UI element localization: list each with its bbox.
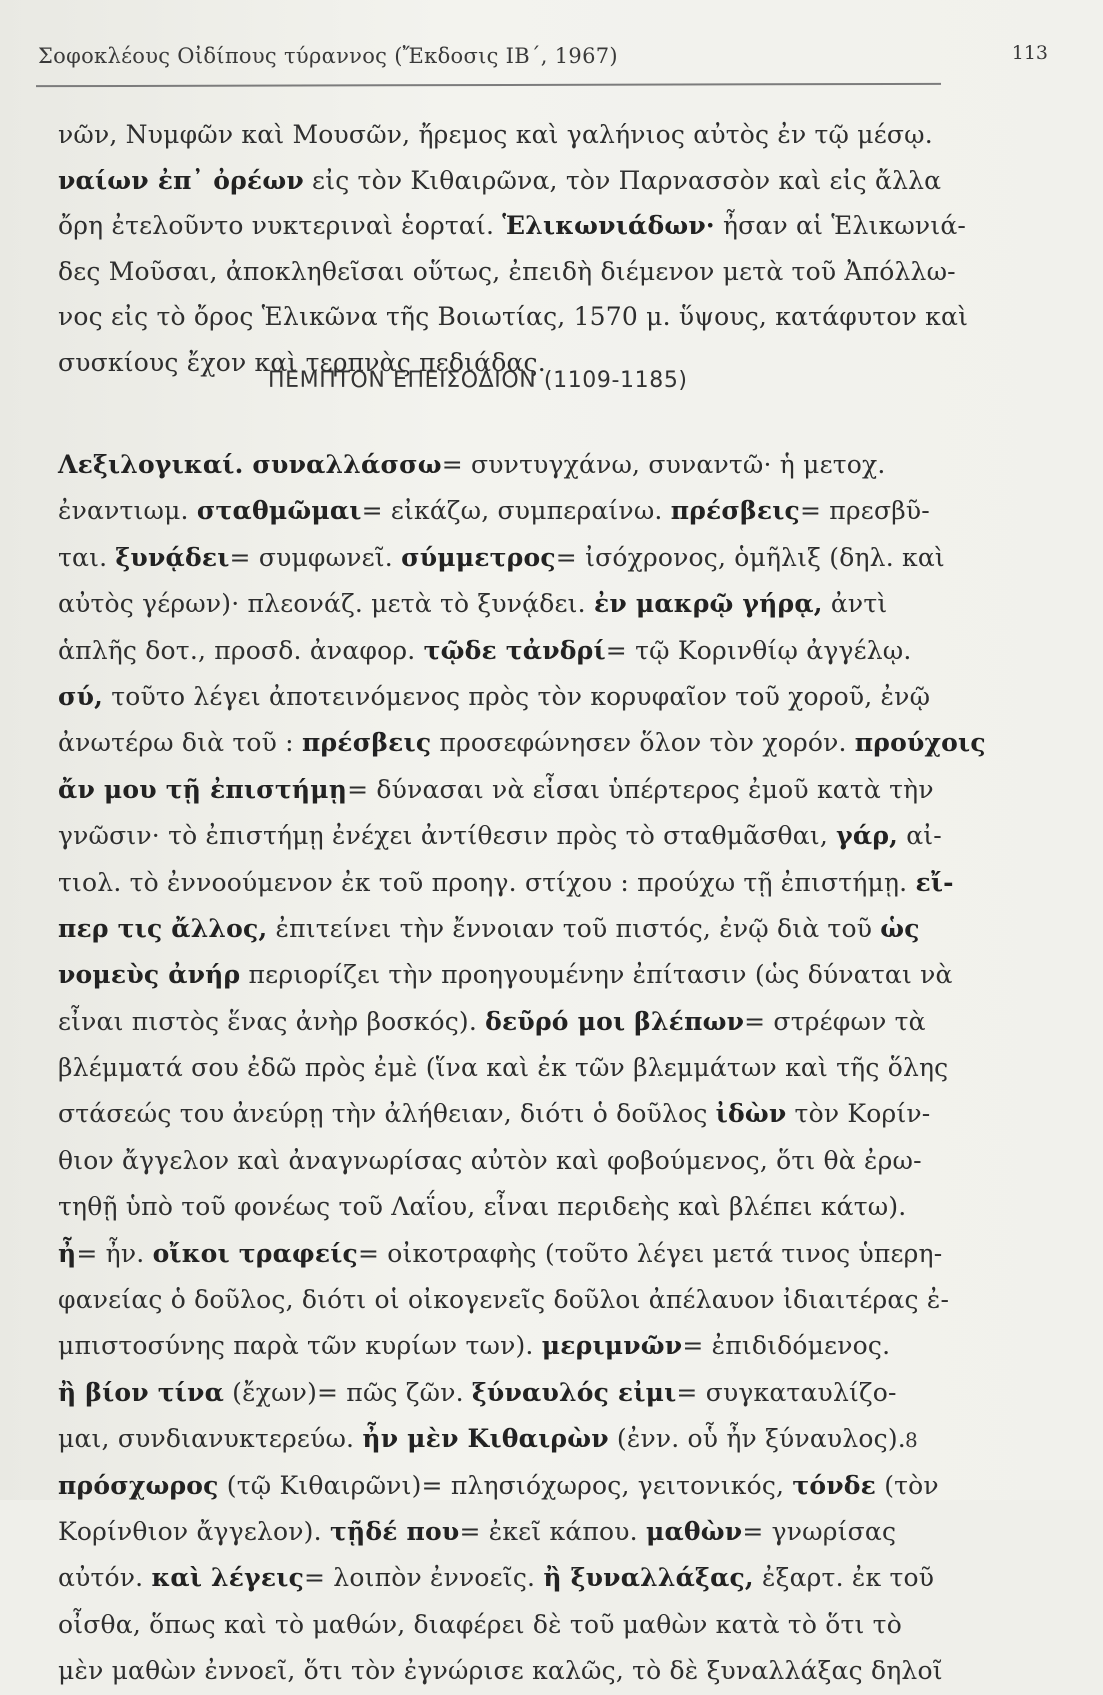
lemma-term: πρέσβεις: [670, 496, 800, 526]
text-line: [58, 1555, 938, 1601]
text-run: ἐπιτείνει τὴν ἔννοιαν τοῦ πιστός, ἐνῷ διὰ τοῦ: [267, 913, 881, 943]
text-run: = οἰκοτραφὴς (τοῦτο λέγει μετά τινος ὑπερη-: [357, 1238, 943, 1268]
text-run: οἶσθα, ὅπως καὶ τὸ μαθών, διαφέρει δὲ τοῦ μαθὼν κατὰ τὸ ὅτι τὸ: [58, 1609, 902, 1639]
text-run: = στρέφων τὰ: [744, 1006, 926, 1036]
text-run: ἁπλῆς δοτ., προσδ. ἀναφορ.: [58, 635, 424, 665]
lemma-term: τῷδε τἀνδρί: [423, 635, 606, 665]
lemma-term: ἢ ξυναλλάξας,: [543, 1563, 754, 1593]
lemma-term: ναίων ἐπ᾽ ὀρέων: [58, 165, 304, 195]
text-line: [58, 952, 953, 998]
intro-paragraph: [58, 112, 969, 385]
text-line: [58, 442, 938, 488]
text-line: [58, 1045, 949, 1091]
lemma-term: πρέσβεις: [301, 728, 432, 758]
text-line: [58, 1416, 938, 1462]
text-run: = γνωρίσας: [742, 1516, 897, 1546]
lemma-term: ἄν μου τῇ ἐπιστήμῃ: [58, 774, 348, 804]
lemma-term: οἴκοι τραφείς: [152, 1238, 358, 1268]
text-run: τὸν Κορίν-: [786, 1099, 931, 1129]
text-run: (τὸν: [876, 1470, 939, 1500]
text-line: [58, 1138, 938, 1184]
text-run: περιορίζει τὴν προηγουμένην ἐπίτασιν (ὡς δύναται νὰ: [240, 960, 953, 990]
lemma-term: τόνδε: [792, 1470, 877, 1500]
text-line: [58, 1509, 938, 1555]
section-heading: ΠΕΜΠΤΟΝ ΕΠΕΙΣΟΔΙΟΝ (1109-1185): [268, 368, 688, 393]
lemma-term: πρόσχωρος: [58, 1470, 219, 1500]
lemma-term: ἰδὼν: [715, 1099, 787, 1129]
text-line: [58, 1323, 938, 1369]
lemma-term: δεῦρό μοι βλέπων: [485, 1006, 745, 1036]
text-run: Κορίνθιον ἄγγελον).: [58, 1516, 330, 1546]
text-run: ἀντὶ: [822, 589, 888, 619]
text-run: = εἰκάζω, συμπεραίνω.: [361, 496, 671, 526]
text-run: προσεφώνησεν ὅλον τὸν χορόν.: [431, 728, 855, 758]
lemma-term: ἢ βίον τίνα: [58, 1377, 225, 1407]
text-line: [58, 112, 938, 158]
text-run: (ἐνν. οὗ ἦν ξύναυλος).: [608, 1424, 906, 1454]
text-line: [58, 813, 942, 859]
text-line: [58, 535, 945, 581]
text-run: ἐναντιωμ.: [58, 496, 197, 526]
text-run: ὄρη ἐτελοῦντο νυκτεριναὶ ἑορταί.: [58, 211, 503, 240]
text-run: στάσεώς του ἀνεύρῃ τὴν ἀλήθειαν, διότι ὁ δοῦλος: [58, 1099, 716, 1129]
text-run: = συμφωνεῖ.: [229, 542, 402, 572]
text-run: (ἔχων)= πῶς ζῶν.: [224, 1377, 472, 1407]
text-run: δες Μοῦσαι, ἀποκληθεῖσαι οὕτως, ἐπειδὴ διέμενον μετὰ τοῦ Ἀπόλλω-: [58, 256, 956, 286]
text-run: βλέμματά σου ἐδῶ πρὸς ἐμὲ (ἵνα καὶ ἐκ τῶν βλεμμάτων καὶ τῆς ὅλης: [58, 1053, 949, 1083]
text-run: = ἰσόχρονος, ὁμῆλιξ (δηλ. καὶ: [555, 542, 945, 572]
lemma-term: ξυνᾴδει: [115, 542, 230, 572]
text-line: [58, 906, 938, 952]
lemma-term: προύχοις: [854, 728, 986, 758]
text-line: [58, 1231, 943, 1277]
text-run: (τῷ Κιθαιρῶνι)= πλησιόχωρος, γειτονικός,: [218, 1470, 793, 1500]
text-run: μπιστοσύνης παρὰ τῶν κυρίων των).: [58, 1331, 542, 1361]
text-line: [58, 203, 967, 249]
text-run: = πρεσβῦ-: [799, 496, 930, 526]
text-run: αἰ-: [898, 821, 942, 851]
lemma-term: καὶ λέγεις: [151, 1563, 304, 1593]
running-title: Σοφοκλέους Οἰδίπους τύραννος (Ἔκδοσις ΙΒ΄, 1967): [38, 44, 618, 68]
printer-signature-mark: 8: [905, 1428, 918, 1452]
text-run: = συγκαταυλίζο-: [676, 1377, 897, 1407]
text-run: τοῦτο λέγει ἀποτεινόμενος πρὸς τὸν κορυφαῖον τοῦ χοροῦ, ἐνῷ: [103, 681, 931, 711]
text-run: = τῷ Κορινθίῳ ἀγγέλῳ.: [605, 635, 912, 665]
lemma-term: ἐν μακρῷ γήρᾳ,: [593, 589, 823, 619]
lemma-term: νομεὺς ἀνήρ: [58, 960, 241, 990]
text-line: [58, 1648, 943, 1694]
text-line: [58, 999, 938, 1045]
text-line: [58, 1277, 950, 1323]
text-line: [58, 1370, 938, 1416]
text-run: αὐτόν.: [58, 1563, 152, 1593]
text-line: [58, 674, 938, 720]
text-run: συσκίους ἔχον καὶ τερπνὰς πεδιάδας.: [58, 347, 546, 377]
text-run: αὐτὸς γέρων)· πλεονάζ. μετὰ τὸ ξυνᾴδει.: [58, 589, 594, 619]
text-run: = ἐπιδιδόμενος.: [682, 1331, 891, 1361]
text-run: ἐξαρτ. ἐκ τοῦ: [753, 1563, 935, 1593]
header-rule: [36, 83, 941, 87]
text-run: = λοιπὸν ἐννοεῖς.: [304, 1563, 544, 1593]
lemma-term: μεριμνῶν: [541, 1331, 683, 1361]
text-run: τηθῇ ὑπὸ τοῦ φονέως τοῦ Λαΐου, εἶναι περιδεὴς καὶ βλέπει κάτω).: [58, 1192, 907, 1222]
lemma-term: τῇδέ που: [329, 1516, 460, 1546]
text-run: ται.: [58, 542, 116, 572]
text-run: νος εἰς τὸ ὄρος Ἑλικῶνα τῆς Βοιωτίας, 1570 μ. ὕψους, κατάφυτον καὶ: [58, 302, 969, 331]
page-number: 113: [1011, 42, 1048, 64]
lemma-term: ἦν μὲν Κιθαιρὼν: [362, 1424, 609, 1454]
text-run: = ἐκεῖ κάπου.: [459, 1516, 646, 1546]
running-header: [38, 38, 1048, 78]
lemma-term: ὡς: [880, 913, 920, 943]
text-run: ἦσαν αἱ Ἑλικωνιά-: [714, 211, 967, 240]
lemma-term: μαθὼν: [645, 1516, 743, 1546]
text-run: τιολ. τὸ ἐννοούμενον ἐκ τοῦ προηγ. στίχου : προύχω τῇ ἐπιστήμῃ.: [58, 867, 916, 897]
text-line: [58, 628, 938, 674]
text-run: = δύνασαι νὰ εἶσαι ὑπέρτερος ἐμοῦ κατὰ τὴν: [347, 774, 934, 804]
text-run: = ἦν.: [76, 1238, 153, 1268]
lemma-term: Ἑλικωνιάδων·: [502, 211, 715, 240]
text-run: ἀνωτέρω διὰ τοῦ :: [58, 728, 302, 758]
text-line: [58, 767, 938, 813]
text-run: εἰς τὸν Κιθαιρῶνα, τὸν Παρνασσὸν καὶ εἰς ἄλλα: [303, 165, 942, 195]
lemma-term: σταθμῶμαι: [196, 496, 362, 526]
lemma-term: περ τις ἄλλος,: [58, 913, 268, 943]
text-run: = συντυγχάνω, συναντῶ· ἡ μετοχ.: [441, 450, 886, 479]
text-line: [58, 860, 954, 906]
text-run: μαι, συνδιανυκτερεύω.: [58, 1424, 363, 1454]
text-line: [58, 294, 969, 340]
text-line: [58, 158, 942, 204]
text-run: εἶναι πιστὸς ἕνας ἀνὴρ βοσκός).: [58, 1006, 486, 1036]
text-line: [58, 581, 938, 627]
text-run: μὲν μαθὼν ἐννοεῖ, ὅτι τὸν ἐγνώρισε καλῶς, τὸ δὲ ξυναλλάξας δηλοῖ: [58, 1656, 943, 1686]
vocabulary-notes: [58, 442, 986, 1695]
lemma-term: Λεξιλογικαί. συναλλάσσω: [58, 450, 442, 479]
text-run: νῶν, Νυμφῶν καὶ Μουσῶν, ἤρεμος καὶ γαλήνιος αὐτὸς ἐν τῷ μέσῳ.: [58, 120, 933, 149]
text-line: [58, 1091, 938, 1137]
text-line: [58, 1602, 938, 1648]
text-line: [58, 1463, 938, 1509]
lemma-term: ἦ: [58, 1238, 77, 1268]
text-run: θιον ἄγγελον καὶ ἀναγνωρίσας αὐτὸν καὶ φοβούμενος, ὅτι θὰ ἐρω-: [58, 1145, 922, 1175]
lemma-term: εἴ-: [915, 867, 954, 897]
lemma-term: γάρ,: [836, 821, 899, 851]
text-line: [58, 720, 986, 766]
lemma-term: ξύναυλός εἰμι: [471, 1377, 677, 1407]
text-line: [58, 488, 938, 534]
text-run: φανείας ὁ δοῦλος, διότι οἱ οἰκογενεῖς δοῦλοι ἀπέλαυον ἰδιαιτέρας ἐ-: [58, 1285, 950, 1315]
text-line: [58, 249, 956, 295]
text-run: γνῶσιν· τὸ ἐπιστήμῃ ἐνέχει ἀντίθεσιν πρὸς τὸ σταθμᾶσθαι,: [58, 821, 837, 851]
text-line: [58, 1184, 938, 1230]
lemma-term: σύ,: [58, 681, 104, 711]
lemma-term: σύμμετρος: [401, 542, 556, 572]
